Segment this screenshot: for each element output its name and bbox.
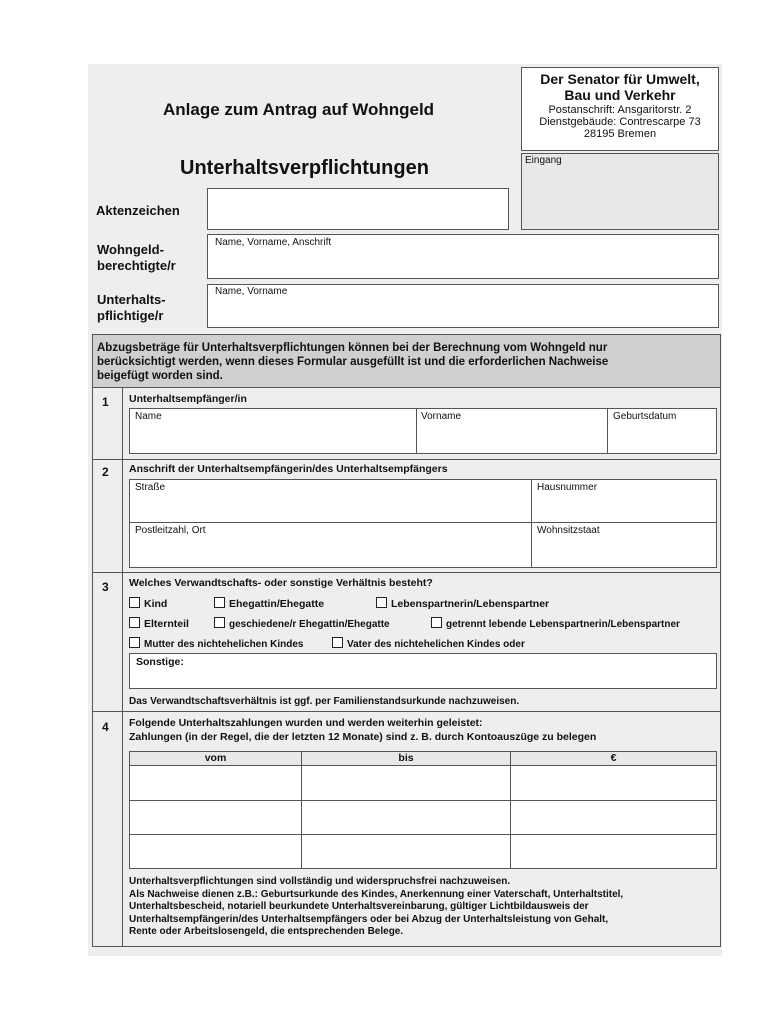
checkbox[interactable]	[214, 597, 225, 608]
intro-text	[97, 341, 608, 383]
section4-footer-line3: Unterhaltsbescheid, notariell beurkundete Unterhaltsvereinbarung, gültiger Lichtbildausweis der	[129, 901, 589, 912]
checkbox[interactable]	[214, 617, 225, 628]
aktenzeichen-field[interactable]	[207, 188, 509, 230]
checkbox[interactable]	[129, 597, 140, 608]
section2-plz-field[interactable]	[130, 538, 530, 567]
checkbox[interactable]	[129, 637, 140, 648]
option-label: geschiedene/r Ehegattin/Ehegatte	[229, 619, 390, 630]
option-ehegatte[interactable]	[214, 597, 324, 610]
authority-box	[521, 67, 719, 151]
authority-city: 28195 Bremen	[583, 128, 657, 140]
section1-vorname-field[interactable]	[417, 423, 607, 453]
section2-strasse-field[interactable]	[130, 495, 530, 521]
option-mutter[interactable]	[129, 637, 303, 650]
form-title: Anlage zum Antrag auf Wohngeld	[163, 100, 435, 119]
sonstige-field[interactable]	[129, 653, 717, 689]
wohngeld-label	[97, 242, 176, 274]
section1-geburtsdatum-label: Geburtsdatum	[613, 411, 677, 422]
section2-number: 2	[102, 465, 109, 479]
wohngeld-label-line1: Wohngeld-	[97, 242, 164, 257]
section4-title	[129, 716, 596, 744]
intro-line2: berücksichtigt werden, wenn dieses Formular ausgefüllt ist und die erforderlichen Nachweise	[97, 356, 609, 368]
divider	[129, 522, 717, 523]
section4-footer-line1: Unterhaltsverpflichtungen sind vollständig und widerspruchsfrei nachzuweisen.	[129, 876, 511, 887]
payment-euro-field[interactable]	[511, 766, 716, 800]
authority-line1: Der Senator für Umwelt,	[540, 71, 700, 87]
section4-title-line1: Folgende Unterhaltszahlungen wurden und werden weiterhin geleistet:	[129, 717, 483, 729]
section3-note: Das Verwandtschaftsverhältnis ist ggf. per Familienstandsurkunde nachzuweisen.	[129, 696, 520, 707]
checkbox[interactable]	[376, 597, 387, 608]
payment-vom-field[interactable]	[130, 801, 301, 834]
unterhalt-field[interactable]	[207, 284, 719, 328]
section2-wohnsitzstaat-field[interactable]	[532, 538, 716, 567]
section2-hausnummer-field[interactable]	[532, 495, 716, 521]
option-lebenspartner[interactable]	[376, 597, 549, 610]
option-label: Elternteil	[144, 618, 189, 630]
payment-euro-field[interactable]	[511, 835, 716, 868]
section1-number: 1	[102, 395, 109, 409]
authority-office: Dienstgebäude: Contrescarpe 73	[539, 116, 701, 128]
section4-title-line2: Zahlungen (in der Regel, die der letzten 12 Monate) sind z. B. durch Kontoauszüge zu belegen	[129, 731, 597, 743]
col-euro: €	[610, 752, 617, 764]
option-kind[interactable]	[129, 597, 167, 610]
form-subtitle: Unterhaltsverpflichtungen	[180, 157, 429, 179]
payment-vom-field[interactable]	[130, 766, 301, 800]
divider	[93, 459, 720, 460]
unterhalt-label	[97, 292, 166, 324]
section3-title: Welches Verwandtschafts- oder sonstige Verhältnis besteht?	[129, 577, 433, 589]
payment-euro-field[interactable]	[511, 801, 716, 834]
option-label: Lebenspartnerin/Lebenspartner	[391, 598, 550, 610]
option-label: getrennt lebende Lebenspartnerin/Lebenspartner	[446, 619, 680, 630]
checkbox[interactable]	[431, 617, 442, 628]
section2-title: Anschrift der Unterhaltsempfängerin/des Unterhaltsempfängers	[129, 463, 448, 475]
payment-bis-field[interactable]	[302, 801, 510, 834]
section4-footer-line2: Als Nachweise dienen z.B.: Geburtsurkunde des Kindes, Anerkennung einer Vaterschaft, Unterhaltstitel,	[129, 888, 624, 900]
section1-vorname-label: Vorname	[421, 411, 462, 422]
aktenzeichen-label: Aktenzeichen	[96, 203, 180, 218]
section1-name-field[interactable]	[130, 423, 416, 453]
section4-footer	[129, 876, 623, 939]
sonstige-label: Sonstige:	[136, 656, 184, 668]
unterhalt-label-line1: Unterhalts-	[97, 292, 166, 307]
option-geschieden[interactable]	[214, 617, 390, 630]
option-elternteil[interactable]	[129, 617, 189, 630]
authority-postal: Postanschrift: Ansgaritorstr. 2	[548, 104, 692, 116]
section1-geburtsdatum-field[interactable]	[608, 423, 716, 453]
section3-number: 3	[102, 580, 109, 594]
section4-number: 4	[102, 720, 109, 734]
unterhalt-label-line2: pflichtige/r	[97, 308, 164, 323]
divider	[93, 387, 720, 388]
number-column-divider	[122, 387, 123, 946]
option-label: Ehegattin/Ehegatte	[229, 598, 325, 610]
option-label: Mutter des nichtehelichen Kindes	[144, 639, 304, 650]
authority-line2: Bau und Verkehr	[564, 87, 676, 103]
eingang-label: Eingang	[525, 155, 562, 166]
section2-plz-label: Postleitzahl, Ort	[135, 525, 206, 536]
intro-line1: Abzugsbeträge für Unterhaltsverpflichtungen können bei der Berechnung vom Wohngeld nur	[97, 342, 608, 354]
divider	[93, 572, 720, 573]
option-label: Vater des nichtehelichen Kindes oder	[347, 639, 525, 650]
divider	[93, 711, 720, 712]
option-getrennt[interactable]	[431, 617, 680, 630]
payment-bis-field[interactable]	[302, 835, 510, 868]
section1-name-label: Name	[135, 411, 162, 422]
intro-line3: beigefügt worden sind.	[97, 370, 223, 382]
section4-footer-line4: Unterhaltsempfängerin/des Unterhaltsempfängers oder bei Abzug der Unterhaltsleistung von Gehalt,	[129, 913, 609, 925]
payment-bis-field[interactable]	[302, 766, 510, 800]
wohngeld-field[interactable]	[207, 234, 719, 279]
section1-title: Unterhaltsempfänger/in	[129, 393, 247, 405]
col-vom: vom	[204, 752, 227, 764]
section4-footer-line5: Rente oder Arbeitslosengeld, die entsprechenden Belege.	[129, 926, 404, 937]
unterhalt-hint: Name, Vorname	[215, 286, 288, 297]
option-label: Kind	[144, 598, 168, 610]
section2-hausnummer-label: Hausnummer	[537, 482, 598, 493]
wohngeld-label-line2: berechtigte/r	[97, 258, 176, 273]
checkbox[interactable]	[332, 637, 343, 648]
section2-strasse-label: Straße	[135, 482, 166, 493]
checkbox[interactable]	[129, 617, 140, 628]
payment-vom-field[interactable]	[130, 835, 301, 868]
eingang-box	[521, 153, 719, 230]
wohngeld-hint: Name, Vorname, Anschrift	[215, 237, 332, 248]
section2-wohnsitzstaat-label: Wohnsitzstaat	[537, 525, 600, 536]
option-vater[interactable]	[332, 637, 525, 650]
col-bis: bis	[398, 752, 414, 764]
